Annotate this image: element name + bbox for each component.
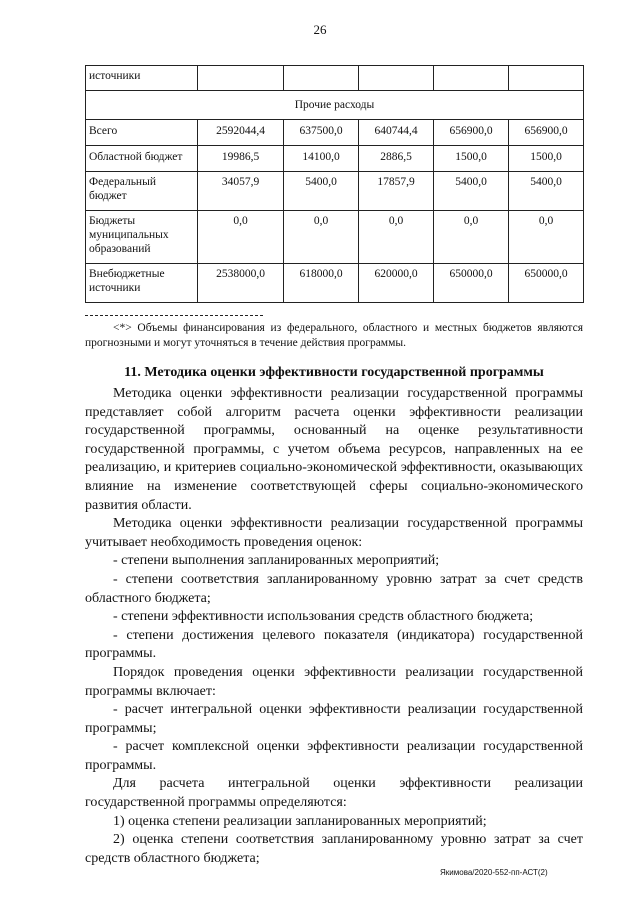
list-item: - расчет интегральной оценки эффективности реализации государственной программы;: [85, 702, 583, 736]
row-label: Областной бюджет: [86, 146, 198, 172]
row-label: Федеральный бюджет: [86, 172, 198, 211]
table-cell: 650000,0: [509, 264, 584, 303]
financing-table: [85, 65, 584, 303]
table-cell: [198, 66, 284, 91]
table-cell: 650000,0: [434, 264, 509, 303]
list-item: - степени эффективности использования средств областного бюджета;: [113, 609, 534, 625]
table-cell: 14100,0: [284, 146, 359, 172]
table-row: [86, 264, 584, 303]
footnote: [85, 321, 583, 351]
table-cell: 1500,0: [434, 146, 509, 172]
table-row: [86, 66, 584, 91]
footnote-divider: [85, 315, 263, 316]
table-cell: 34057,9: [198, 172, 284, 211]
table-cell: 5400,0: [284, 172, 359, 211]
section-header: Прочие расходы: [86, 91, 584, 120]
row-label: Бюджеты муниципальных образований: [86, 211, 198, 264]
table-cell: [509, 66, 584, 91]
table-cell: 2886,5: [359, 146, 434, 172]
table-row: [86, 120, 584, 146]
table-row: [86, 146, 584, 172]
table-cell: 5400,0: [434, 172, 509, 211]
table-cell: 0,0: [284, 211, 359, 264]
table-cell: 19986,5: [198, 146, 284, 172]
row-label: источники: [86, 66, 198, 91]
paragraph: Для расчета интегральной оценки эффективности реализации государственной программы определяются:: [85, 776, 583, 811]
table-cell: 5400,0: [509, 172, 584, 211]
list-item: 2) оценка степени соответствия запланированному уровню затрат за счет средств областного бюджета;: [85, 832, 583, 866]
table-cell: [434, 66, 509, 91]
section-title: 11. Методика оценки эффективности государственной программы: [124, 365, 544, 380]
table-cell: 2538000,0: [198, 264, 284, 303]
table-cell: 2592044,4: [198, 120, 284, 146]
table-cell: 620000,0: [359, 264, 434, 303]
paragraph: Методика оценки эффективности реализации государственной программы учитывает необходимость проведения оценок:: [85, 516, 583, 550]
list-item: - степени выполнения запланированных мероприятий;: [113, 553, 440, 569]
table-cell: [284, 66, 359, 91]
list-item: 1) оценка степени реализации запланированных мероприятий;: [113, 813, 487, 829]
table-cell: [359, 66, 434, 91]
list-item: - расчет комплексной оценки эффективности реализации государственной программы.: [85, 739, 583, 773]
table-cell: 1500,0: [509, 146, 584, 172]
table-row: [86, 211, 584, 264]
table-cell: 637500,0: [284, 120, 359, 146]
body-text: [85, 385, 583, 868]
list-item: - степени соответствия запланированному уровню затрат за счет средств областного бюджета;: [85, 571, 583, 606]
footnote-text: <*> Объемы финансирования из федерального, областного и местных бюджетов являются прогнозными и могут уточняться в течение действия программы.: [85, 322, 583, 349]
table-cell: 0,0: [509, 211, 584, 264]
paragraph: Методика оценки эффективности реализации государственной программы представляет собой алгоритм расчета оценки эффективности реализации государственной программы, основанный на оценке результативности государственной программы, с учетом объема ресурсов, направленных на ее реализацию, и критериев социально-экономической эффективности, оказывающих влияние на изменение соответствующей сферы социально-экономического развития области.: [85, 386, 583, 513]
table-cell: 640744,4: [359, 120, 434, 146]
table-cell: 618000,0: [284, 264, 359, 303]
table-cell: 656900,0: [434, 120, 509, 146]
table-cell: 17857,9: [359, 172, 434, 211]
table-cell: 0,0: [434, 211, 509, 264]
row-label: Внебюджетные источники: [86, 264, 198, 303]
page-number: 26: [313, 22, 327, 37]
table-cell: 0,0: [198, 211, 284, 264]
table-cell: 656900,0: [509, 120, 584, 146]
row-label: Всего: [86, 120, 198, 146]
paragraph: Порядок проведения оценки эффективности реализации государственной программы включает:: [85, 664, 583, 699]
table-cell: 0,0: [359, 211, 434, 264]
list-item: - степени достижения целевого показателя (индикатора) государственной программы.: [85, 627, 583, 662]
document-stamp: Якимова/2020-552-пп-АСТ(2): [440, 868, 548, 877]
table-section-row: [86, 91, 584, 120]
table-row: [86, 172, 584, 211]
